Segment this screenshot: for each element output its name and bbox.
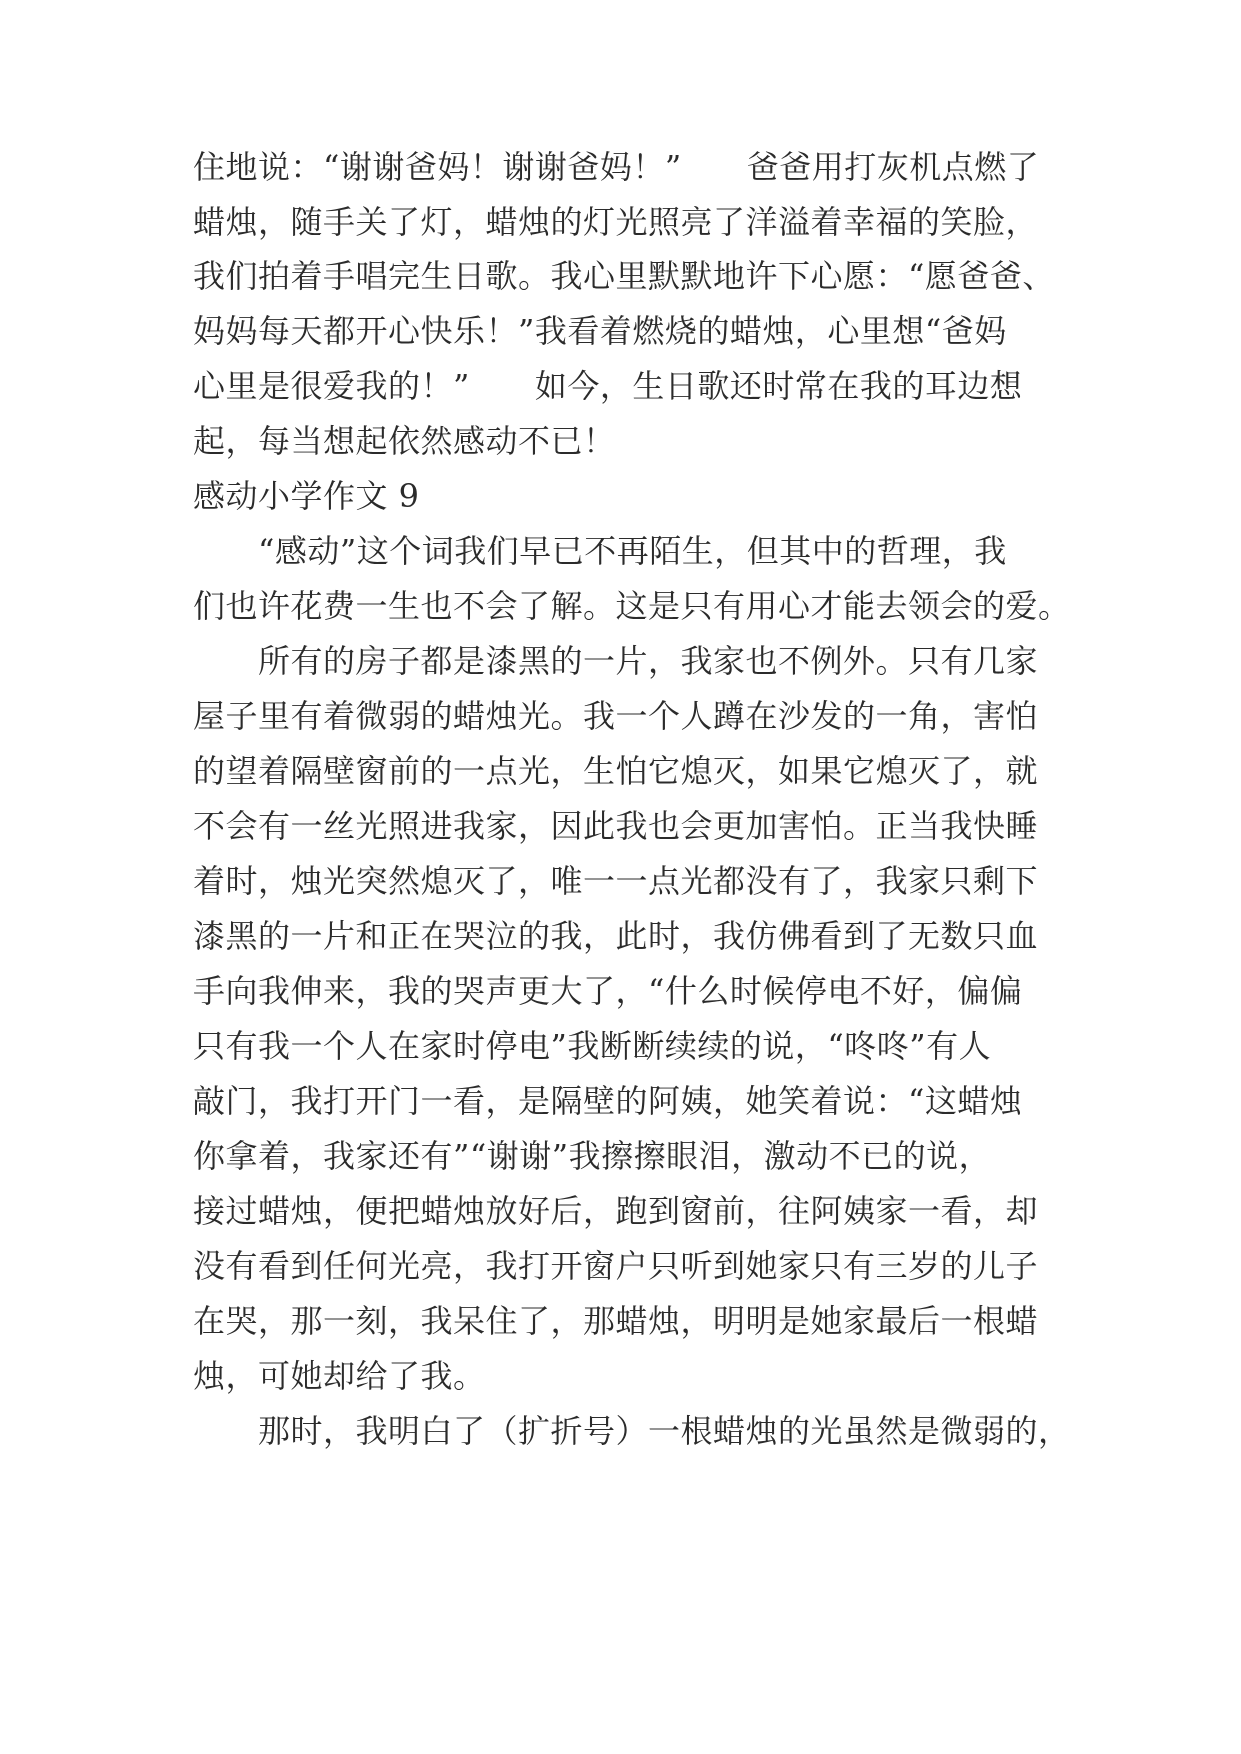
- text-line: 起，每当想起依然感动不已！: [193, 422, 616, 460]
- text-line: 所有的房子都是漆黑的一片，我家也不例外。只有几家: [193, 642, 1039, 680]
- text-line: 你拿着，我家还有”“谢谢”我擦擦眼泪，激动不已的说，: [193, 1137, 992, 1175]
- text-line: 烛，可她却给了我。: [193, 1357, 486, 1395]
- text-line: 我们拍着手唱完生日歌。我心里默默地许下心愿：“愿爸爸、: [193, 257, 1055, 295]
- text-line: 接过蜡烛，便把蜡烛放好后，跑到窗前，往阿姨家一看，却: [193, 1192, 1039, 1230]
- text-line: “感动”这个词我们早已不再陌生，但其中的哲理，我: [193, 532, 1007, 570]
- text-line: 住地说：“谢谢爸妈！谢谢爸妈！” 爸爸用打灰机点燃了: [193, 148, 1040, 186]
- text-line: 没有看到任何光亮，我打开窗户只听到她家只有三岁的儿子: [193, 1247, 1039, 1285]
- text-line: 们也许花费一生也不会了解。这是只有用心才能去领会的爱。: [193, 587, 1071, 625]
- text-line: 那时，我明白了（扩折号）一根蜡烛的光虽然是微弱的，: [193, 1412, 1071, 1450]
- text-line: 手向我伸来，我的哭声更大了，“什么时候停电不好，偏偏: [193, 972, 1023, 1010]
- text-line: 在哭，那一刻，我呆住了，那蜡烛，明明是她家最后一根蜡: [193, 1302, 1039, 1340]
- text-line: 不会有一丝光照进我家，因此我也会更加害怕。正当我快睡: [193, 807, 1039, 845]
- text-line: 的望着隔壁窗前的一点光，生怕它熄灭，如果它熄灭了，就: [193, 752, 1039, 790]
- text-line: 着时，烛光突然熄灭了，唯一一点光都没有了，我家只剩下: [193, 862, 1039, 900]
- text-line: 漆黑的一片和正在哭泣的我，此时，我仿佛看到了无数只血: [193, 917, 1039, 955]
- text-line: 屋子里有着微弱的蜡烛光。我一个人蹲在沙发的一角，害怕: [193, 697, 1039, 735]
- text-line: 蜡烛，随手关了灯，蜡烛的灯光照亮了洋溢着幸福的笑脸，: [193, 203, 1039, 241]
- text-line: 妈妈每天都开心快乐！”我看着燃烧的蜡烛，心里想“爸妈: [193, 312, 1007, 350]
- text-line: 心里是很爱我的！” 如今，生日歌还时常在我的耳边想: [193, 367, 1023, 405]
- text-line: 敲门，我打开门一看，是隔壁的阿姨，她笑着说：“这蜡烛: [193, 1082, 1023, 1120]
- text-line: 只有我一个人在家时停电”我断断续续的说，“咚咚”有人: [193, 1027, 992, 1065]
- section-heading: 感动小学作文 9: [193, 477, 420, 515]
